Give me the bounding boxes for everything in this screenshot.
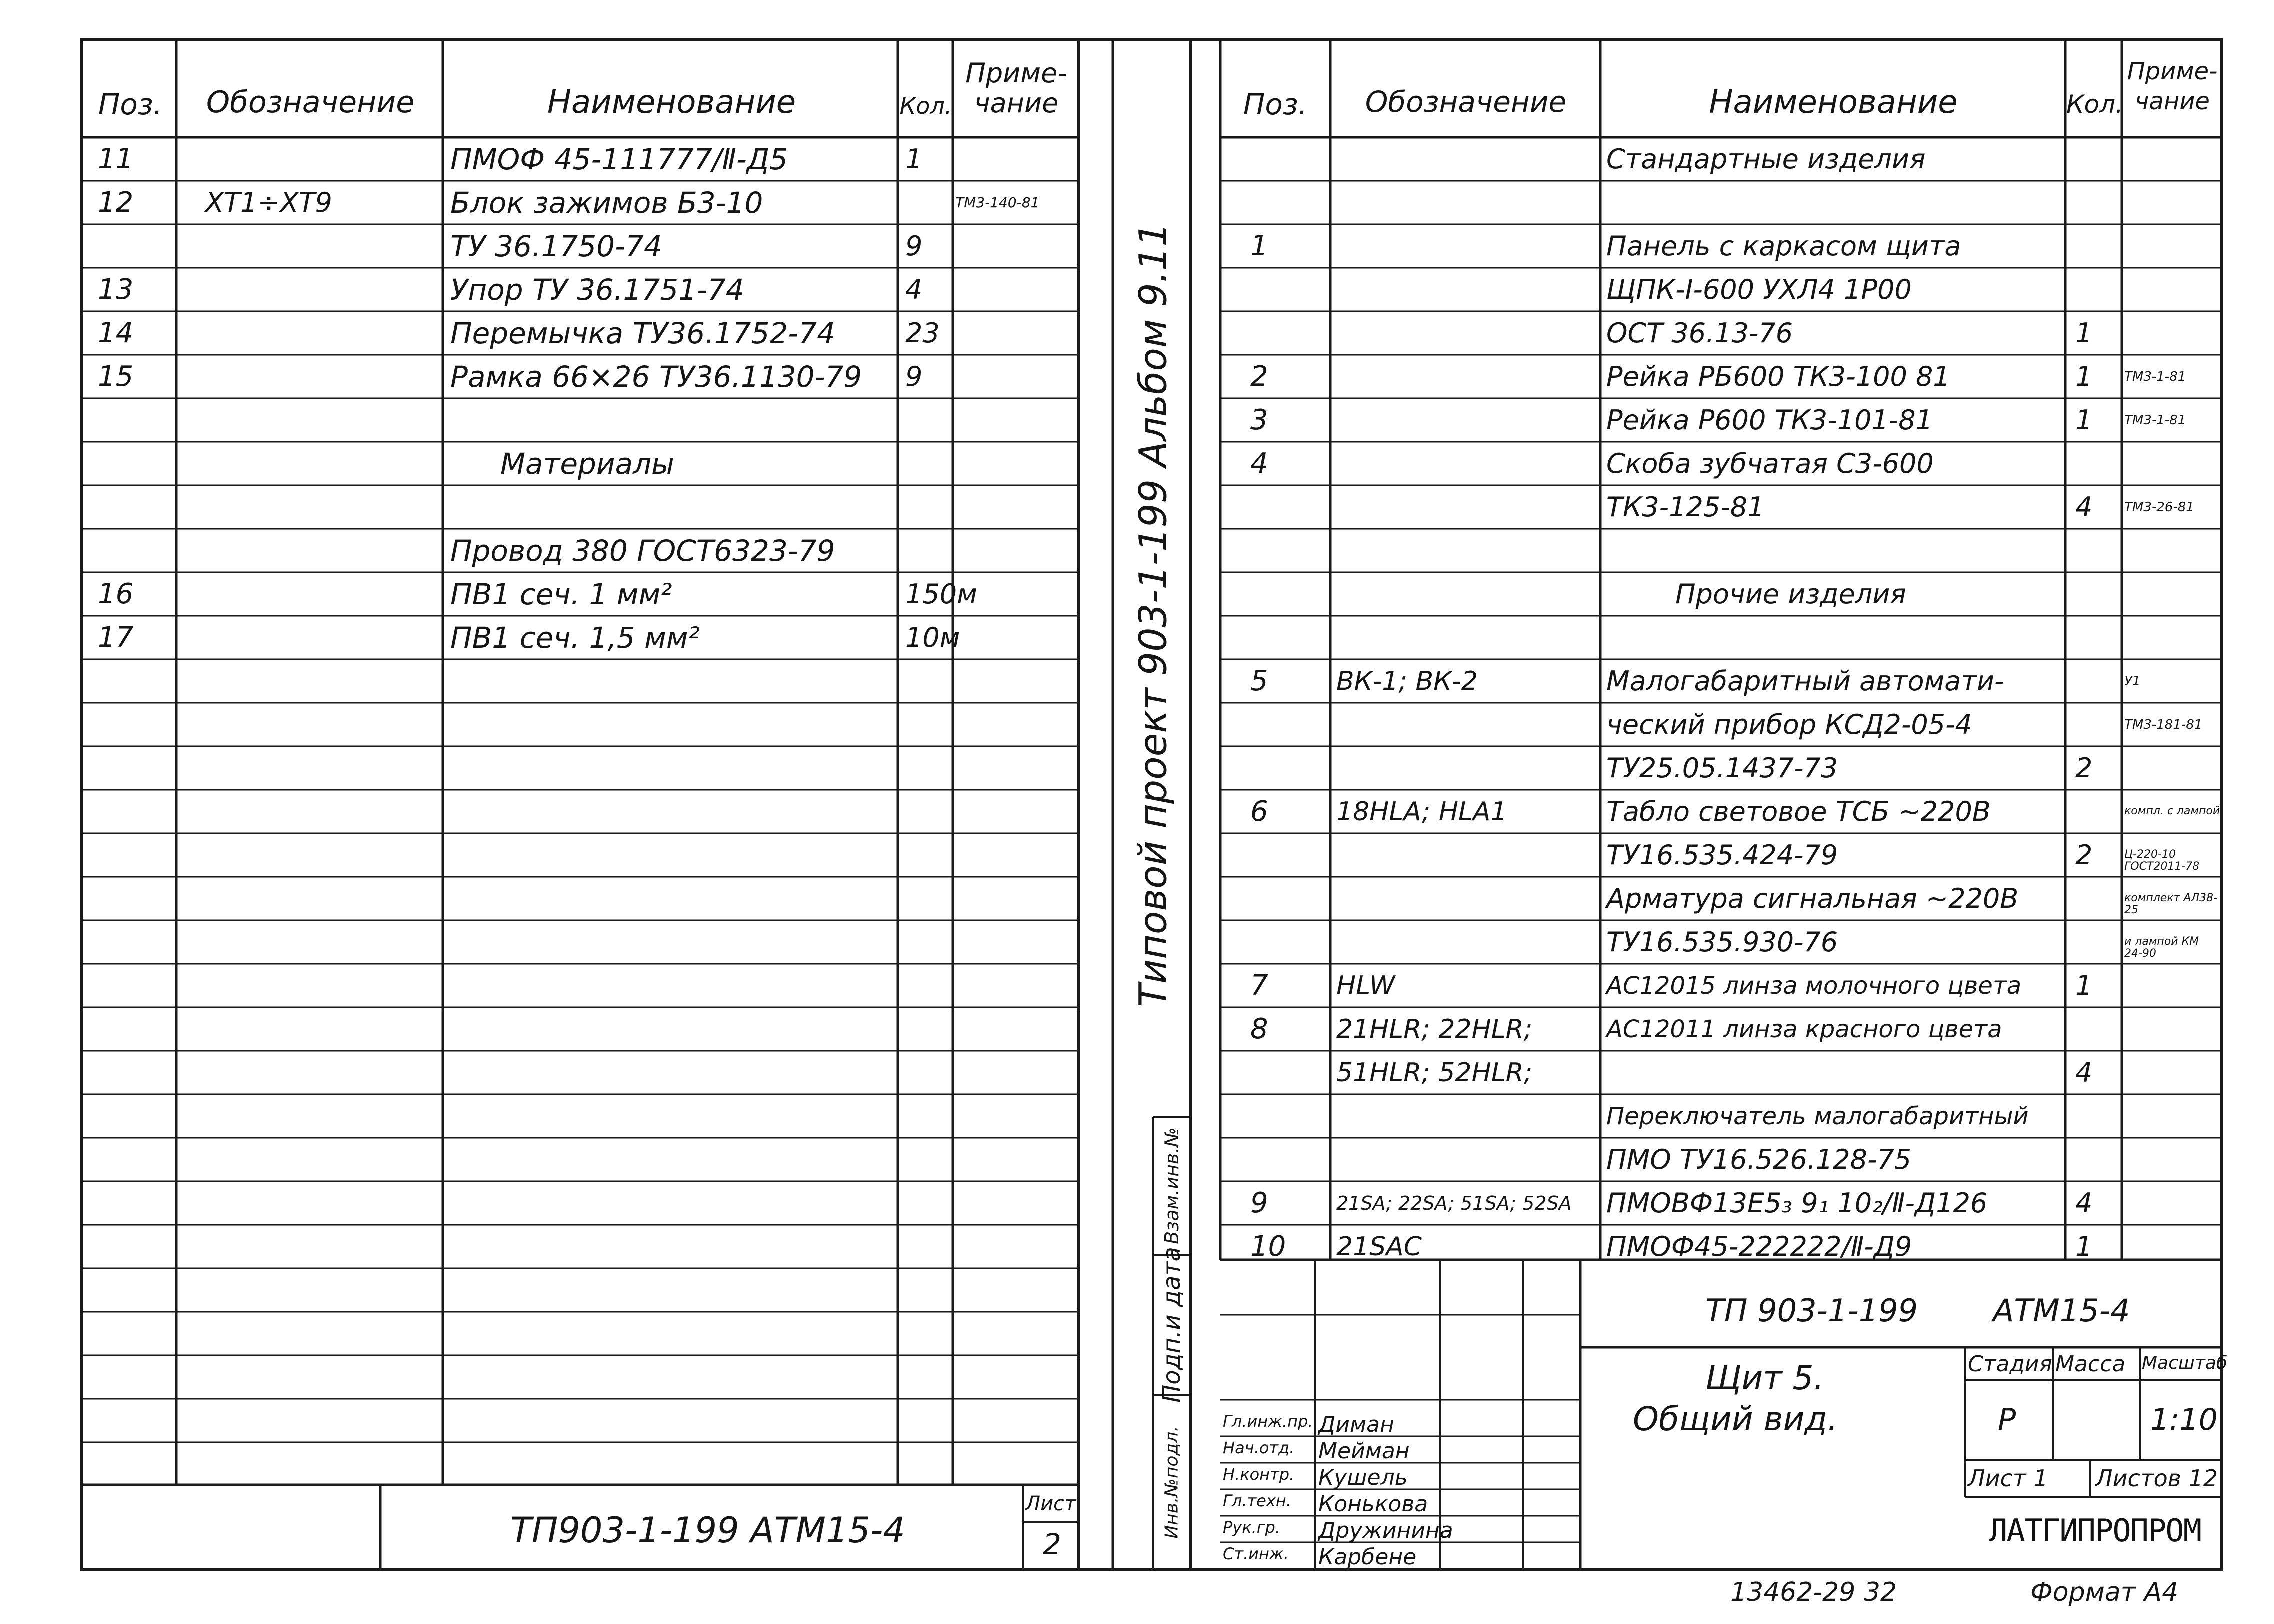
right-row-name: АС12011 линза красного цвета — [1606, 1015, 2002, 1044]
right-row-designation: 21SAC — [1336, 1232, 1422, 1262]
title-block-code: ТП 903-1-199 — [1705, 1292, 1918, 1329]
right-row-qty: 4 — [2075, 1057, 2093, 1089]
right-row-qty: 2 — [2075, 840, 2093, 872]
sheet-value: Лист 1 — [1968, 1465, 2048, 1492]
right-row-name: Скоба зубчатая С3-600 — [1606, 448, 1934, 480]
right-row-qty: 4 — [2075, 1188, 2093, 1220]
left-row-qty: 150м — [905, 578, 977, 610]
left-row-qty: 10м — [905, 622, 960, 654]
right-row-name: ТК3-125-81 — [1606, 492, 1765, 524]
right-row-designation: 18HLA; HLA1 — [1336, 796, 1507, 827]
signature-name: Дружинина — [1318, 1518, 1453, 1544]
right-row-note: Ц-220-10 ГОСТ2011-78 — [2124, 848, 2200, 873]
right-header-note-1: Приме- — [2127, 58, 2218, 86]
right-row-note: У1 — [2124, 674, 2141, 689]
sheets-value: Листов 12 — [2095, 1465, 2218, 1492]
left-header-name: Наименование — [547, 84, 796, 121]
left-row-name: Рамка 66×26 ТУ36.1130-79 — [450, 360, 862, 394]
right-row-pos: 9 — [1250, 1187, 1268, 1220]
signature-name: Мейман — [1318, 1438, 1410, 1464]
left-row-name: ПВ1 сеч. 1,5 мм² — [450, 621, 700, 656]
left-header-pos: Поз. — [98, 88, 163, 122]
left-row-name: Перемычка ТУ36.1752-74 — [450, 316, 835, 351]
right-row-designation: 51HLR; 52HLR; — [1336, 1058, 1533, 1088]
right-row-pos: 1 — [1250, 230, 1268, 263]
left-row-qty: 9 — [905, 361, 923, 393]
left-row-name: ПМОФ 45-111777/Ⅱ-Д5 — [450, 142, 788, 177]
right-row-pos: 5 — [1250, 665, 1268, 698]
left-row-qty: 23 — [905, 318, 940, 350]
right-row-designation: 21HLR; 22HLR; — [1336, 1014, 1533, 1044]
stage-label: Стадия — [1968, 1352, 2052, 1377]
right-row-name: Панель с каркасом щита — [1606, 230, 1961, 262]
right-row-name: ТУ16.535.424-79 — [1606, 840, 1838, 872]
right-row-note: ТМ3-1-81 — [2124, 412, 2186, 428]
right-row-name: Рейка РБ600 ТК3-100 81 — [1606, 361, 1950, 393]
left-row-pos: 11 — [98, 143, 134, 176]
right-row-name: ОСТ 36.13-76 — [1606, 318, 1793, 350]
right-row-qty: 2 — [2075, 752, 2093, 784]
left-row-pos: 17 — [98, 622, 134, 654]
right-row-name: Малогабаритный автомати- — [1606, 666, 2004, 698]
right-header-designation: Обозначение — [1365, 85, 1567, 119]
signature-role: Рук.гр. — [1223, 1518, 1281, 1537]
signature-name: Диман — [1318, 1412, 1394, 1438]
left-row-name: Блок зажимов Б3-10 — [450, 186, 763, 220]
right-row-name: Стандартные изделия — [1606, 144, 1926, 176]
stage-value: Р — [1998, 1402, 2016, 1438]
left-row-qty: 1 — [905, 144, 923, 176]
right-row-qty: 1 — [2075, 404, 2093, 436]
right-row-qty: 4 — [2075, 492, 2093, 524]
right-row-note: ТМ3-26-81 — [2124, 500, 2194, 515]
right-header-name: Наименование — [1709, 84, 1958, 121]
left-row-note: ТМ3-140-81 — [955, 194, 1040, 212]
signature-name: Кушель — [1318, 1465, 1408, 1490]
right-row-note: комплект АЛ38-25 — [2124, 892, 2217, 916]
organization-name: ЛАТГИПРОПРОМ — [1989, 1512, 2201, 1549]
signature-role: Гл.техн. — [1223, 1492, 1291, 1510]
left-row-name: Материалы — [500, 447, 674, 482]
right-header-qty: Кол. — [2066, 90, 2123, 119]
right-row-pos: 6 — [1250, 796, 1268, 828]
right-row-name: Рейка Р600 ТК3-101-81 — [1606, 404, 1933, 436]
format-label: Формат А4 — [2030, 1578, 2179, 1608]
right-row-note: ТМ3-1-81 — [2124, 369, 2186, 384]
right-row-name: ПМО ТУ16.526.128-75 — [1606, 1144, 1912, 1176]
signature-role: Нач.отд. — [1223, 1438, 1295, 1458]
right-row-pos: 8 — [1250, 1013, 1268, 1046]
left-header-note-1: Приме- — [965, 58, 1067, 89]
right-row-note: и лампой КМ 24-90 — [2124, 935, 2199, 960]
left-header-qty: Кол. — [899, 92, 952, 120]
right-row-qty: 1 — [2075, 361, 2093, 393]
scale-value: 1:10 — [2150, 1402, 2218, 1438]
mass-label: Масса — [2055, 1352, 2126, 1377]
right-row-name: Переключатель малогабаритный — [1606, 1102, 2029, 1130]
right-row-qty: 1 — [2075, 970, 2093, 1002]
left-row-qty: 4 — [905, 274, 923, 306]
right-row-name: ПМОВФ13Е5₃ 9₁ 10₂/Ⅱ-Д126 — [1606, 1188, 1988, 1220]
left-header-designation: Обозначение — [206, 85, 415, 120]
left-row-pos: 12 — [98, 186, 134, 220]
right-row-pos: 4 — [1250, 448, 1268, 480]
vertical-project-title: Типовой проект 903-1-199 Альбом 9.11 — [1130, 222, 1175, 1008]
right-row-designation: ВК-1; ВК-2 — [1336, 666, 1478, 696]
signature-name: Карбене — [1318, 1544, 1417, 1570]
title-block-mark: АТМ15-4 — [1993, 1292, 2130, 1329]
right-row-pos: 7 — [1250, 970, 1268, 1002]
signature-role: Ст.инж. — [1223, 1544, 1289, 1564]
left-row-pos: 14 — [98, 317, 134, 350]
left-row-name: Провод 380 ГОСТ6323-79 — [450, 534, 835, 568]
right-row-qty: 1 — [2075, 1231, 2093, 1263]
left-row-qty: 9 — [905, 230, 923, 262]
right-row-note: компл. с лампой — [2124, 804, 2220, 818]
right-row-name: Прочие изделия — [1675, 578, 1906, 610]
signature-role: Н.контр. — [1223, 1465, 1295, 1484]
left-row-name: ТУ 36.1750-74 — [450, 230, 662, 264]
right-row-name: Арматура сигнальная ~220В — [1606, 883, 2019, 915]
title-block-title-2: Общий вид. — [1633, 1400, 1838, 1438]
left-row-pos: 13 — [98, 274, 134, 306]
left-row-pos: 15 — [98, 360, 134, 394]
right-header-pos: Поз. — [1243, 88, 1308, 122]
left-sheet-number: 2 — [1043, 1528, 1061, 1562]
left-footer-code: ТП903-1-199 АТМ15-4 — [510, 1510, 905, 1551]
left-sheet-label: Лист — [1025, 1492, 1076, 1516]
right-row-note: ТМ3-181-81 — [2124, 717, 2203, 732]
left-header-note-2: чание — [974, 88, 1059, 119]
right-row-name: ЩПК-Ⅰ-600 УХЛ4 1Р00 — [1606, 274, 1912, 306]
left-row-name: ПВ1 сеч. 1 мм² — [450, 578, 672, 612]
signature-role: Гл.инж.пр. — [1223, 1412, 1313, 1431]
right-row-name: ТУ25.05.1437-73 — [1606, 752, 1838, 784]
right-row-designation: HLW — [1336, 970, 1395, 1001]
right-header-note-2: чание — [2135, 88, 2210, 116]
scale-label: Масштаб — [2142, 1353, 2228, 1374]
right-row-pos: 10 — [1250, 1230, 1286, 1264]
left-row-designation: XT1÷XT9 — [205, 187, 332, 219]
right-row-pos: 2 — [1250, 360, 1268, 394]
right-row-name: АС12015 линза молочного цвета — [1606, 972, 2022, 1000]
right-row-name: ческий прибор КСД2-05-4 — [1606, 709, 1972, 741]
right-row-designation: 21SA; 22SA; 51SA; 52SA — [1336, 1192, 1572, 1214]
stamp-inv-orig: Инв.№подл. — [1161, 1426, 1182, 1539]
right-row-name: ТУ16.535.930-76 — [1606, 926, 1838, 958]
right-row-qty: 1 — [2075, 318, 2093, 350]
stamp-signature-date: Подп.и дата — [1158, 1247, 1186, 1403]
left-row-pos: 16 — [98, 578, 134, 611]
left-row-name: Упор ТУ 36.1751-74 — [450, 273, 744, 308]
archive-number: 13462-29 32 — [1730, 1578, 1897, 1608]
stamp-inv-vzam: Взам.инв.№ — [1161, 1128, 1183, 1244]
title-block-title-1: Щит 5. — [1705, 1359, 1824, 1398]
signature-name: Конькова — [1318, 1492, 1428, 1517]
right-row-name: ПМОФ45-222222/Ⅱ-Д9 — [1606, 1231, 1912, 1263]
right-row-name: Табло световое ТСБ ~220В — [1606, 796, 1991, 828]
right-row-pos: 3 — [1250, 404, 1268, 437]
